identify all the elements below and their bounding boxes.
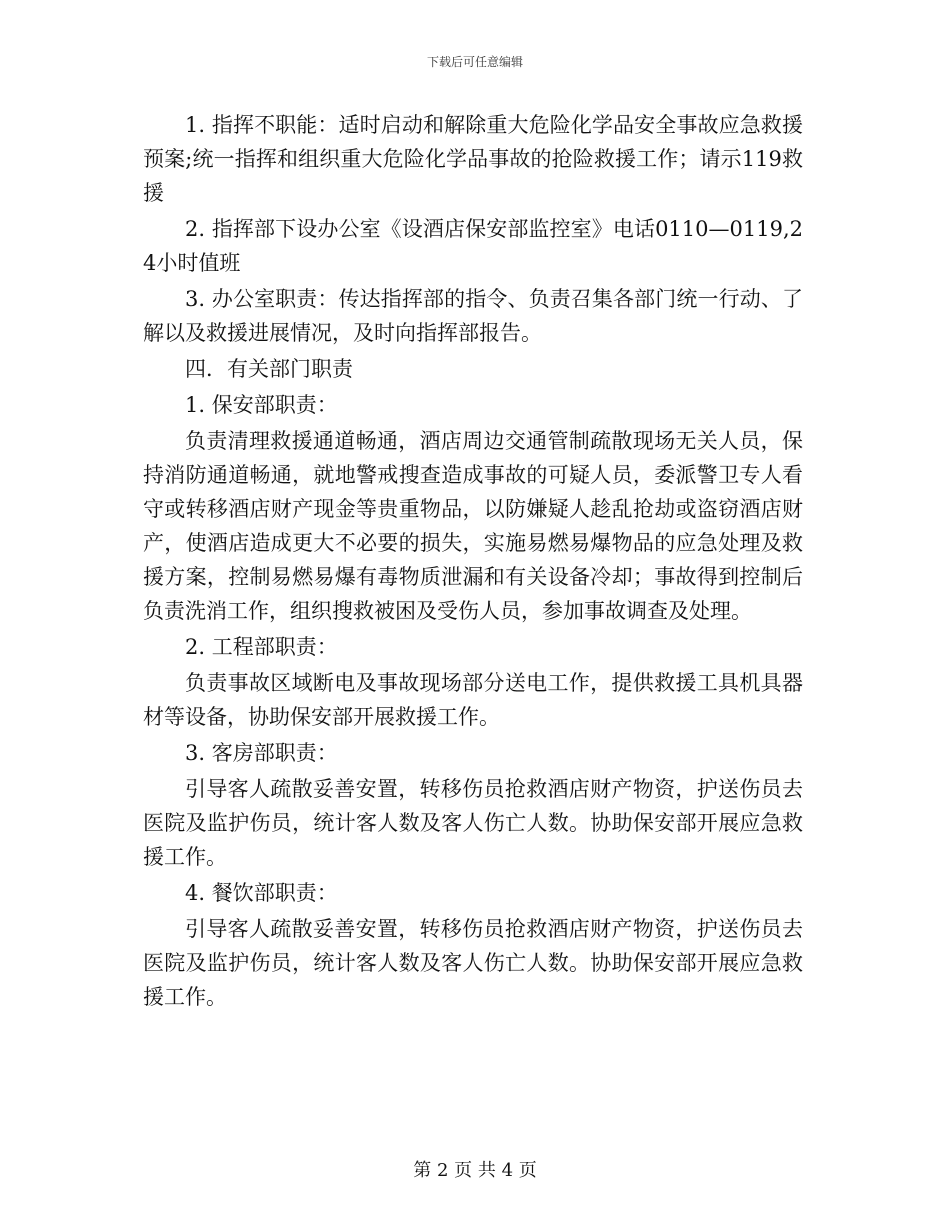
paragraph-engineering-dept: 负责事故区域断电及事故现场部分送电工作，提供救援工具机具器材等设备，协助保安部开展救援工作。: [143, 671, 803, 729]
paragraph-catering-dept: 引导客人疏散妥善安置，转移伤员抢救酒店财产物资，护送伤员去医院及监护伤员，统计客人数及客人伤亡人数。协助保安部开展应急救援工作。: [143, 917, 803, 1009]
subheading-housekeeping-dept: 3. 客房部职责：: [185, 741, 338, 765]
paragraph-command-duties: 1. 指挥不职能：适时启动和解除重大危险化学品安全事故应急救援预案;统一指挥和组织重大危险化学品事故的抢险救援工作；请示119救援: [143, 113, 803, 205]
subheading-engineering-dept: 2. 工程部职责：: [185, 635, 338, 659]
section-heading-department-duties: 四．有关部门职责: [185, 357, 353, 381]
subheading-security-dept: 1. 保安部职责：: [185, 393, 338, 417]
subheading-catering-dept: 4. 餐饮部职责：: [185, 881, 338, 905]
paragraph-office-setup: 2. 指挥部下设办公室《设酒店保安部监控室》电话0110—0119,24小时值班: [143, 217, 803, 275]
paragraph-office-duties: 3. 办公室职责：传达指挥部的指令、负责召集各部门统一行动、了解以及救援进展情况，及时向指挥部报告。: [143, 287, 803, 345]
page-number-footer: 第 2 页 共 4 页: [413, 1160, 537, 1181]
paragraph-security-dept: 负责清理救援通道畅通，酒店周边交通管制疏散现场无关人员，保持消防通道畅通，就地警戒搜查造成事故的可疑人员，委派警卫专人看守或转移酒店财产现金等贵重物品，以防嫌疑人趁乱抢劫或盗窃酒店财产，使酒店造成更大不必要的损失，实施易燃易爆物品的应急处理及救援方案，控制易燃易爆有毒物质泄漏和有关设备冷却；事故得到控制后负责洗消工作，组织搜救被困及受伤人员，参加事故调查及处理。: [143, 429, 803, 623]
page-header: 下载后可任意编辑: [426, 55, 523, 69]
document-body: [143, 108, 803, 1016]
paragraph-housekeeping-dept: 引导客人疏散妥善安置，转移伤员抢救酒店财产物资，护送伤员去医院及监护伤员，统计客人数及客人伤亡人数。协助保安部开展应急救援工作。: [143, 777, 803, 869]
